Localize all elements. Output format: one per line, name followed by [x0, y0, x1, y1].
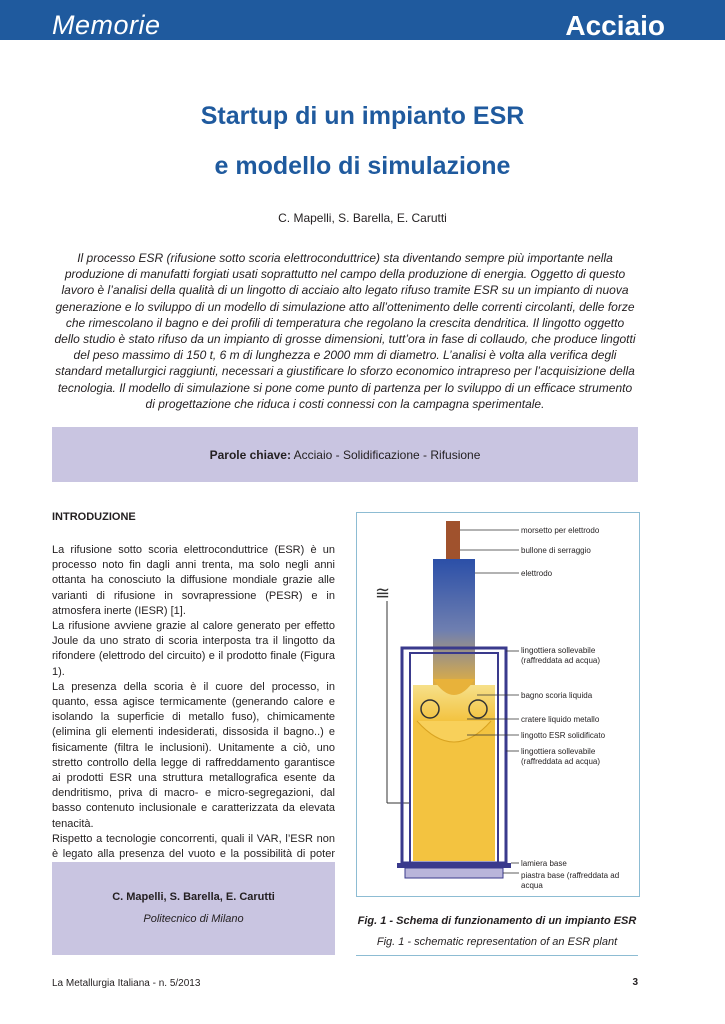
label-slag: bagno scoria liquida: [521, 691, 593, 700]
topic-label: Acciaio: [565, 10, 665, 41]
title-line-2: e modello di simulazione: [214, 152, 511, 180]
paragraph: La rifusione avviene grazie al calore generato per effetto Joule da uno strato di scoria interposta tra il lingotto da rifondere (elettrodo del circuito) e il prodotto finale (Figura 1).: [52, 620, 335, 678]
paragraph: Rispetto a tecnologie concorrenti, quali il VAR, l’ESR non è legato alla presenza del vuoto e la possibilità di poter: [52, 832, 335, 861]
authors: C. Mapelli, S. Barella, E. Carutti: [278, 211, 447, 225]
section-label: Memorie: [52, 10, 161, 40]
clamp-shape: [446, 521, 460, 559]
label-ingot: lingotto ESR solidificato: [521, 731, 606, 740]
label-electrode: elettrodo: [521, 569, 553, 578]
label-bolt: bullone di serraggio: [521, 546, 591, 555]
label-mould-2b: (raffreddata ad acqua): [521, 757, 601, 766]
electrode-shape: [433, 559, 475, 689]
label-mould-1b: (raffreddata ad acqua): [521, 656, 601, 665]
journal-footer: La Metallurgia Italiana - n. 5/2013: [52, 978, 201, 989]
title-line-1: Startup di un impianto ESR: [200, 102, 525, 130]
figure-caption: Fig. 1 - Schema di funzionamento di un impianto ESR: [357, 915, 637, 927]
page-number: 3: [632, 977, 638, 988]
author-box: [52, 862, 335, 955]
keywords-label: Parole chiave:: [209, 448, 291, 462]
label-base-plate-b: acqua: [521, 881, 543, 890]
paragraph: La rifusione sotto scoria elettroconduttrice (ESR) è un processo noto fin dagli anni trenta, ma solo negli anni ottanta ha conosciuto la diffusione mondiale grazie alle varianti di rifusione in sovrapressione (PESR) e in atmosfera inerte (IESR) [1].: [52, 544, 335, 617]
abstract: Il processo ESR (rifusione sotto scoria elettroconduttrice) sta diventando sempre più importante nella produzione di manufatti forgiati usati soprattutto nel campo della produzione di energia. Oggetto di questo lavoro è l’analisi della qualità di un lingotto di acciaio alto legato rifuso tramite ESR su un impianto di nuova generazione e lo sviluppo di un modello di simulazione atto all’ottenimento delle correnti circolanti, delle forze che rimescolano il bagno e dei profili di temperatura che regolano la crescita dendritica. Il lingotto oggetto dello studio è stato rifuso da un impianto di grosse dimensioni, tutt’ora in fase di collaudo, che produce lingotti del peso massimo di 150 t, 6 m di lunghezza e 2000 mm di diametro. L’analisi è volta alla verifica degli standard metallurgici raggiunti, necessari a giustificare lo sforzo economico intrapreso per l’acquisizione della tecnologia. Il modello di simulazione si pone come punto di partenza per lo sviluppo di un efficace strumento di progettazione che riduca i costi connessi con la campagna sperimentale.: [54, 251, 636, 411]
supply-symbol: ≅: [375, 583, 391, 603]
label-mould-1a: lingottiera sollevabile: [521, 646, 596, 655]
label-crater: cratere liquido metallo: [521, 715, 600, 724]
label-clamp: morsetto per elettrodo: [521, 526, 600, 535]
section-heading: INTRODUZIONE: [52, 511, 136, 523]
keywords-box: [52, 427, 638, 482]
author-affiliation: Politecnico di Milano: [143, 913, 244, 925]
label-mould-2a: lingottiera sollevabile: [521, 747, 596, 756]
caption-rule: [356, 955, 638, 956]
esr-diagram: [357, 513, 639, 896]
label-base-sheet: lamiera base: [521, 859, 567, 868]
article-title: [0, 96, 725, 186]
paragraph: La presenza della scoria è il cuore del processo, in quanto, essa agisce termicamente (generando calore e isolando la superficie di metallo fuso), chimicamente (elimina gli elementi indesiderati, dissosida il bagno..) e fisicamente (filtra le inclusioni). Unitamente a ciò, uno stretto controllo della legge di raffreddamento garantisce ai prodotti ESR una struttura metallografica esente da dendritismo, priva di macro- e micro-segregazioni, dal basso contenuto inclusionale e caratterizzata da elevata tenacità.: [52, 680, 335, 830]
author-box-names: C. Mapelli, S. Barella, E. Carutti: [112, 891, 275, 903]
figure-frame: [356, 512, 640, 897]
base-plate: [405, 868, 503, 878]
base-sheet: [397, 863, 511, 868]
keywords-values: Acciaio - Solidificazione - Rifusione: [293, 448, 481, 462]
label-base-plate-a: piastra base (raffreddata ad: [521, 871, 620, 880]
keywords-text: [52, 448, 638, 462]
figure-caption-english: Fig. 1 - schematic representation of an ESR plant: [376, 936, 618, 948]
body-column: [52, 543, 335, 893]
